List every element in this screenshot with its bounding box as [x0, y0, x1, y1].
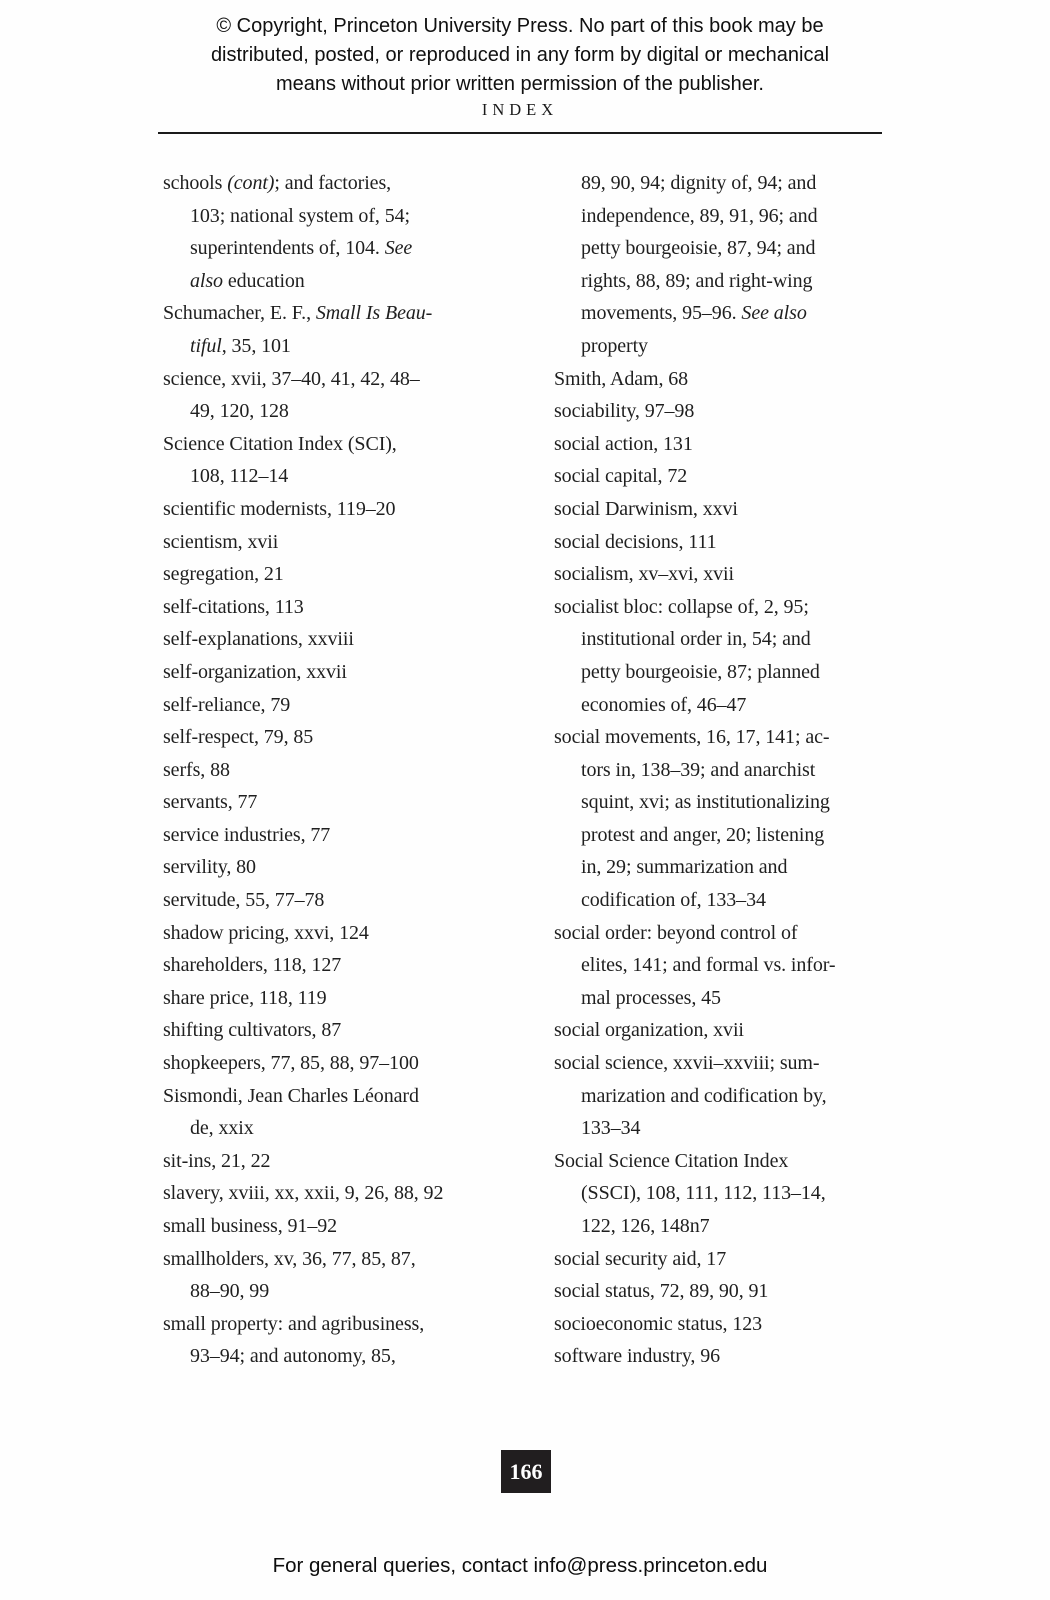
index-line-segment: socialism, xv–xvi, xvii: [554, 563, 734, 586]
index-line-segment: elites, 141; and formal vs. infor-: [581, 954, 836, 977]
index-line-segment: small business, 91–92: [163, 1215, 338, 1237]
index-line-segment: shopkeepers, 77, 85, 88, 97–100: [163, 1052, 419, 1075]
index-line-segment: shifting cultivators, 87: [163, 1019, 342, 1042]
index-line-segment: protest and anger, 20; listening: [581, 823, 825, 846]
index-line: [554, 167, 914, 200]
index-line: [163, 982, 543, 1015]
index-line: [163, 363, 543, 396]
index-line: [163, 623, 543, 656]
index-line-segment: sociability, 97–98: [554, 400, 695, 423]
index-line: [163, 167, 543, 200]
index-line: [163, 754, 543, 787]
index-line: [163, 200, 543, 233]
index-line-segment: in, 29; summarization and: [581, 856, 788, 879]
index-line: [163, 819, 543, 852]
index-line-segment: 89, 90, 94; dignity of, 94; and: [581, 172, 817, 194]
index-line: [554, 200, 914, 233]
index-line: [554, 330, 914, 363]
index-line-segment: property: [581, 334, 648, 357]
index-line: [163, 1080, 543, 1113]
index-line-segment: social action, 131: [554, 432, 693, 455]
index-line-segment: serfs, 88: [163, 758, 230, 781]
index-line-segment: Social Science Citation Index: [554, 1149, 789, 1172]
index-line-segment: self-citations, 113: [163, 595, 304, 618]
index-line: [163, 1243, 543, 1276]
index-line: [163, 721, 543, 754]
index-line: [163, 1047, 543, 1080]
index-line-segment: social movements, 16, 17, 141; ac-: [554, 726, 830, 749]
index-line-segment: Science Citation Index (SCI),: [163, 432, 397, 455]
index-line: [554, 526, 914, 559]
index-line: [554, 786, 914, 819]
index-line: [163, 526, 543, 559]
index-line-segment: 122, 126, 148n7: [581, 1215, 710, 1237]
index-line-segment: 88–90, 99: [190, 1280, 270, 1303]
index-line: [554, 1014, 914, 1047]
index-line: [554, 1210, 914, 1243]
index-line: [554, 851, 914, 884]
index-line-segment: rights, 88, 89; and right-wing: [581, 269, 813, 292]
index-line-segment: self-organization, xxvii: [163, 660, 347, 683]
copyright-line-1: © Copyright, Princeton University Press. No part of this book may be: [216, 15, 824, 37]
index-line-segment: smallholders, xv, 36, 77, 85, 87,: [163, 1247, 416, 1270]
index-line: [554, 1243, 914, 1276]
index-line-segment: science, xvii, 37–40, 41, 42, 48–: [163, 367, 420, 390]
index-line-segment: shadow pricing, xxvi, 124: [163, 921, 369, 944]
index-line-segment: ; and factories,: [274, 172, 392, 194]
index-line: [163, 460, 543, 493]
index-line-segment: servitude, 55, 77–78: [163, 889, 325, 912]
index-line: [163, 656, 543, 689]
copyright-line-2: distributed, posted, or reproduced in any form by digital or mechanical: [210, 44, 830, 66]
index-line-segment: scientism, xvii: [163, 530, 279, 553]
index-line-segment: social decisions, 111: [554, 530, 717, 553]
index-line-segment: independence, 89, 91, 96; and: [581, 204, 818, 227]
index-line-segment: scientific modernists, 119–20: [163, 497, 396, 520]
index-line: [554, 428, 914, 461]
index-line-segment: slavery, xviii, xx, xxii, 9, 26, 88, 92: [163, 1182, 444, 1205]
index-line-segment: socioeconomic status, 123: [554, 1312, 763, 1335]
index-line-segment: (SSCI), 108, 111, 112, 113–14,: [581, 1182, 826, 1205]
index-line-segment: software industry, 96: [554, 1345, 721, 1368]
index-line-italic-segment: See: [384, 237, 413, 260]
index-line: [554, 558, 914, 591]
index-line-segment: social capital, 72: [554, 465, 688, 488]
index-line: [554, 1275, 914, 1308]
index-line-segment: shareholders, 118, 127: [163, 954, 342, 977]
index-line-segment: small property: and agribusiness,: [163, 1312, 425, 1335]
index-line: [554, 1080, 914, 1113]
index-line: [163, 428, 543, 461]
index-line: [163, 851, 543, 884]
index-line: [554, 689, 914, 722]
index-line: [163, 786, 543, 819]
page-title: INDEX: [481, 100, 559, 119]
index-line: [554, 623, 914, 656]
index-line-segment: , 35, 101: [221, 334, 291, 357]
index-line-italic-segment: tiful: [190, 334, 222, 357]
index-line: [554, 265, 914, 298]
index-line-segment: 133–34: [581, 1117, 641, 1140]
footer-contact-text: For general queries, contact info@press.princeton.edu: [272, 1554, 768, 1577]
index-line-segment: 49, 120, 128: [190, 400, 289, 423]
index-line-segment: share price, 118, 119: [163, 986, 327, 1009]
index-line: [163, 395, 543, 428]
index-line: [163, 1210, 543, 1243]
index-line-segment: servility, 80: [163, 856, 256, 879]
index-line: [163, 1340, 543, 1373]
index-line-segment: tors in, 138–39; and anarchist: [581, 758, 816, 781]
index-line-segment: Schumacher, E. F.,: [163, 302, 316, 325]
index-line: [163, 1112, 543, 1145]
index-line: [163, 917, 543, 950]
index-line: [163, 297, 543, 330]
index-line: [554, 754, 914, 787]
index-line-segment: self-reliance, 79: [163, 693, 291, 716]
index-line-segment: codification of, 133–34: [581, 889, 766, 912]
index-line: [554, 1308, 914, 1341]
index-line: [163, 1014, 543, 1047]
index-line-segment: education: [222, 269, 305, 292]
header-rule-divider: [158, 132, 882, 134]
index-line-segment: marization and codification by,: [581, 1084, 827, 1107]
index-line: [163, 265, 543, 298]
index-line: [554, 982, 914, 1015]
index-line-segment: social status, 72, 89, 90, 91: [554, 1280, 769, 1303]
index-line: [554, 656, 914, 689]
index-column-right: [554, 167, 914, 1373]
index-line-segment: self-explanations, xxviii: [163, 628, 354, 651]
index-line: [554, 819, 914, 852]
index-line: [163, 884, 543, 917]
index-line: [554, 297, 914, 330]
index-line-segment: social science, xxvii–xxviii; sum-: [554, 1052, 820, 1075]
index-line-segment: squint, xvi; as institutionalizing: [581, 791, 830, 814]
index-line-segment: social Darwinism, xxvi: [554, 497, 738, 520]
index-line: [554, 460, 914, 493]
index-line: [163, 689, 543, 722]
index-line-italic-segment: See also: [741, 302, 807, 325]
index-line: [163, 232, 543, 265]
index-line-segment: 93–94; and autonomy, 85,: [190, 1345, 396, 1368]
index-line: [163, 330, 543, 363]
copyright-line-3: means without prior written permission of the publisher.: [275, 73, 764, 95]
index-line: [163, 1177, 543, 1210]
index-line-segment: service industries, 77: [163, 823, 331, 846]
index-line: [554, 1145, 914, 1178]
index-line-segment: sit-ins, 21, 22: [163, 1149, 271, 1172]
index-line-segment: movements, 95–96.: [581, 302, 742, 325]
index-line: [554, 949, 914, 982]
index-line-segment: Sismondi, Jean Charles Léonard: [163, 1084, 419, 1107]
index-line-segment: social organization, xvii: [554, 1019, 744, 1042]
index-line: [554, 363, 914, 396]
index-column-left: [163, 167, 543, 1373]
index-line-segment: 103; national system of, 54;: [190, 204, 410, 227]
copyright-notice: [120, 12, 920, 99]
index-line-segment: petty bourgeoisie, 87, 94; and: [581, 237, 816, 260]
index-line: [163, 949, 543, 982]
index-line: [554, 493, 914, 526]
index-line: [163, 1145, 543, 1178]
index-line-segment: social order: beyond control of: [554, 921, 798, 944]
index-line: [554, 721, 914, 754]
index-line: [554, 1177, 914, 1210]
index-line: [554, 1340, 914, 1373]
index-line-segment: segregation, 21: [163, 563, 284, 586]
index-line-italic-segment: Small Is Beau-: [315, 302, 433, 325]
index-line-segment: Smith, Adam, 68: [554, 367, 689, 390]
index-line: [554, 1112, 914, 1145]
index-line: [163, 1275, 543, 1308]
index-line-segment: self-respect, 79, 85: [163, 726, 314, 749]
index-line: [554, 232, 914, 265]
index-line-segment: social security aid, 17: [554, 1247, 727, 1270]
index-line-italic-segment: (cont): [227, 172, 275, 194]
index-line-segment: superintendents of, 104.: [190, 237, 385, 260]
index-line-segment: institutional order in, 54; and: [581, 628, 811, 651]
index-line-segment: servants, 77: [163, 791, 258, 814]
index-line: [163, 558, 543, 591]
index-line: [163, 493, 543, 526]
index-line: [554, 395, 914, 428]
index-line: [163, 1308, 543, 1341]
index-line-segment: socialist bloc: collapse of, 2, 95;: [554, 595, 809, 618]
index-line-segment: schools: [163, 172, 228, 194]
index-line: [554, 917, 914, 950]
index-line-segment: mal processes, 45: [581, 986, 721, 1009]
index-line-segment: economies of, 46–47: [581, 693, 747, 716]
index-line-segment: de, xxix: [190, 1117, 254, 1140]
index-line-segment: 108, 112–14: [190, 465, 289, 488]
page-number-badge: 166: [501, 1450, 551, 1493]
index-line: [554, 591, 914, 624]
index-line: [554, 1047, 914, 1080]
index-line: [554, 884, 914, 917]
index-line: [163, 591, 543, 624]
index-line-italic-segment: also: [190, 269, 223, 292]
index-line-segment: petty bourgeoisie, 87; planned: [581, 660, 820, 683]
